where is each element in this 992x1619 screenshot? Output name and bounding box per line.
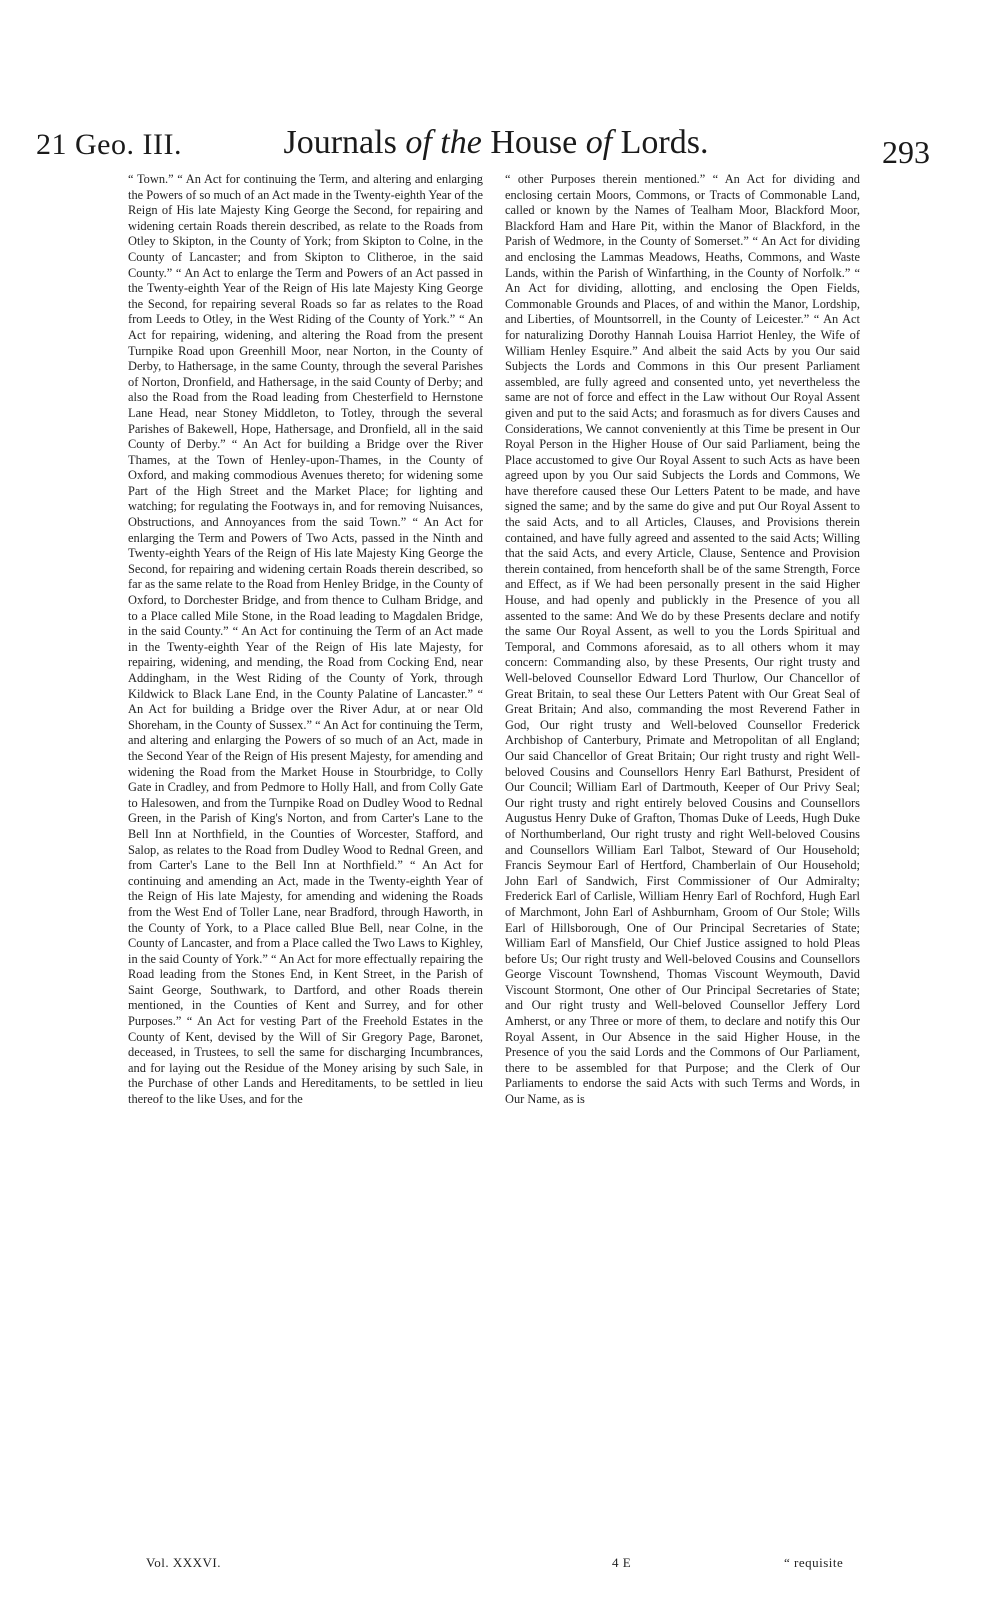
- regnal-year-header: 21 Geo. III.: [36, 128, 182, 161]
- title-word-journals: Journals: [283, 124, 397, 161]
- title-word-lords: Lords.: [620, 124, 709, 161]
- right-column-text: “ other Purposes therein mentioned.” “ An Act for dividing and enclosing certain Moors, Commons, or Tracts of Commonable Land, called or known by the Names of Tealham Moor, Blackford Moor, Blackford Ham and Hare Pit, within the Manor of Blackford, in the Parish of Wedmore, in the County of Somerset.” “ An Act for dividing and enclosing the Lammas Meadows, Heaths, Commons, and Waste Lands, within the Parish of Winfarthing, in the County of Norfolk.” “ An Act for dividing, allotting, and enclosing the Open Fields, Commonable Grounds and Places, of and within the Manor, Lordship, and Liberties, of Mountsorrell, in the County of Leicester.” “ An Act for naturalizing Dorothy Hannah Louisa Harriot Henley, the Wife of William Henley Esquire.” And albeit the said Acts by you Our said Subjects the Lords and Commons in this Our present Parliament assembled, are fully agreed and consented unto, yet nevertheless the same are not of force and effect in the Law without Our Royal Assent given and put to the said Acts; and forasmuch as for divers Causes and Considerations, We cannot conveniently at this Time be present in Our Royal Person in the Higher House of Our said Parliament, being the Place accustomed to give Our Royal Assent to such Acts as have been agreed upon by you Our said Subjects the Lords and Commons, We have therefore caused these Our Letters Patent to be made, and have signed the same; and by the same do give and put Our Royal Assent to the said Acts, and to all Articles, Clauses, and Provisions therein contained, and have fully agreed and assented to the said Acts; Willing that the said Acts, and every Article, Clause, Sentence and Provision therein contained, from henceforth shall be of the same Strength, Force and Effect, as if We had been personally present in the said Higher House, and had openly and publickly in the Presence of you all assented to the same: And We do by these Presents declare and notify the same Our Royal Assent, as well to you the Lords Spiritual and Temporal, and Commons aforesaid, as to all others whom it may concern: Commanding also, by these Presents, Our right trusty and Well-beloved Counsellor Edward Lord Thurlow, Our Chancellor of Great Britain, to seal these Our Letters Patent with Our Great Seal of Great Britain; And also, commanding the most Reverend Father in God, Our right trusty and Well-beloved Counsellor Frederick Archbishop of Canterbury, Primate and Metropolitan of all England; Our said Chancellor of Great Britain; Our right trusty and right Well-beloved Cousins and Counsellors Henry Earl Bathurst, President of Our Council; William Earl of Dartmouth, Keeper of Our Privy Seal; Our right trusty and right entirely beloved Cousins and Counsellors Augustus Henry Duke of Grafton, Thomas Duke of Leeds, Hugh Duke of Northumberland, Our right trusty and right Well-beloved Cousins and Counsellors William Earl Talbot, Steward of Our Household; Francis Seymour Earl of Hertford, Chamberlain of Our Household; John Earl of Sandwich, First Commissioner of Our Admiralty; Frederick Earl of Carlisle, William Henry Earl of Rochford, Hugh Earl of Marchmont, John Earl of Ashburnham, Groom of Our Stole; Wills Earl of Hillsborough, One of Our Principal Secretaries of State; William Earl of Mansfield, Our Chief Justice assigned to hold Pleas before Us; Our right trusty and Well-beloved Cousins and Counsellors George Viscount Townshend, Thomas Viscount Weymouth, David Viscount Stormont, One other of Our Principal Secretaries of State; and Our right trusty and Well-beloved Counsellor Jeffery Lord Amherst, or any Three or more of them, to declare and notify this Our Royal Assent, in Our Absence in the said Higher House, in the Presence of you the said Lords and the Commons of Our Parliament, there to be assembled for that Purpose; and the Clerk of Our Parliaments to endorse the said Acts with such Terms and Words, in Our Name, as is: [505, 172, 860, 1107]
- signature-mark: 4 E: [612, 1555, 632, 1570]
- title-word-of: of: [585, 124, 613, 161]
- volume-footer: Vol. XXXVI.: [146, 1555, 221, 1570]
- title-word-house: House: [490, 124, 578, 161]
- title-word-of-the: of the: [405, 124, 482, 161]
- page-number: 293: [882, 134, 930, 170]
- text-column-left: [128, 172, 483, 1108]
- running-title: [0, 124, 992, 162]
- text-column-right: [505, 172, 860, 1108]
- catchword: “ requisite: [784, 1555, 844, 1570]
- left-column-text: “ Town.” “ An Act for continuing the Term, and altering and enlarging the Powers of so much of an Act made in the Twenty-eighth Year of the Reign of His late Majesty King George the Second, for repairing and widening certain Roads therein described, as relate to the Roads from Otley to Skipton, in the County of York; from Skipton to Colne, in the County of Lancaster; and from Skipton to Clitheroe, in the said County.” “ An Act to enlarge the Term and Powers of an Act passed in the Twenty-eighth Year of the Reign of His late Majesty King George the Second, for repairing several Roads so far as relates to the Road from Leeds to Otley, in the West Riding of the County of York.” “ An Act for repairing, widening, and altering the Road from the present Turnpike Road upon Greenhill Moor, near Norton, in the County of Derby, to Hathersage, in the same County, through the several Parishes of Norton, Dronfield, and Hathersage, in the said County of Derby; and also the Road from the Road leading from Chesterfield to Hernstone Lane Head, near Stoney Middleton, to Totley, through the several Parishes of Bakewell, Hope, Hathersage, and Dronfield, all in the said County of Derby.” “ An Act for building a Bridge over the River Thames, at the Town of Henley-upon-Thames, in the County of Oxford, and making commodious Avenues thereto; for widening some Part of the High Street and the Market Place; for lighting and watching; for regulating the Footways in, and for removing Nuisances, Obstructions, and Annoyances from the said Town.” “ An Act for enlarging the Term and Powers of Two Acts, passed in the Ninth and Twenty-eighth Years of the Reign of His late Majesty King George the Second, for repairing and widening certain Roads therein described, so far as the same relate to the Road from Henley Bridge, in the County of Oxford, to Dorchester Bridge, and from thence to Culham Bridge, and to a Place called Mile Stone, in the Road leading to Magdalen Bridge, in the said County.” “ An Act for continuing the Term of an Act made in the Twenty-eighth Year of the Reign of His late Majesty, for repairing, widening, and mending, the Road from Cocking End, near Addingham, in the West Riding of the County of York, through Kildwick to Black Lane End, in the County Palatine of Lancaster.” “ An Act for building a Bridge over the River Adur, at or near Old Shoreham, in the County of Sussex.” “ An Act for continuing the Term, and altering and enlarging the Powers of so much of an Act, made in the Second Year of the Reign of His present Majesty, for amending and widening the Road from the Market House in Stourbridge, to Colly Gate in Cradley, and from Pedmore to Holly Hall, and from Colly Gate to Halesowen, and from the Turnpike Road on Dudley Wood to Rednal Green, in the Parish of King's Norton, and from Carter's Lane to the Bell Inn at Northfield, in the Counties of Worcester, Stafford, and Salop, as relates to the Road from Dudley Wood to Rednal Green, and from Carter's Lane to the Bell Inn at Northfield.” “ An Act for continuing and amending an Act, made in the Twenty-eighth Year of the Reign of His late Majesty, for amending and widening the Roads from the West End of Toller Lane, near Bradford, through Haworth, in the County of York, to a Place called Blue Bell, near Colne, in the County of Lancaster, and from a Place called the Two Laws to Kighley, in the said County of York.” “ An Act for more effectually repairing the Road leading from the Stones End, in Kent Street, in the Parish of Saint George, Southwark, to Dartford, and other Roads therein mentioned, in the Counties of Kent and Surrey, and for other Purposes.” “ An Act for vesting Part of the Freehold Estates in the County of Kent, devised by the Will of Sir Gregory Page, Baronet, deceased, in Trustees, to sell the same for discharging Incumbrances, and for laying out the Residue of the Money arising by such Sale, in the Purchase of other Lands and Hereditaments, to be settled in lieu thereof to the like Uses, and for the: [128, 172, 483, 1107]
